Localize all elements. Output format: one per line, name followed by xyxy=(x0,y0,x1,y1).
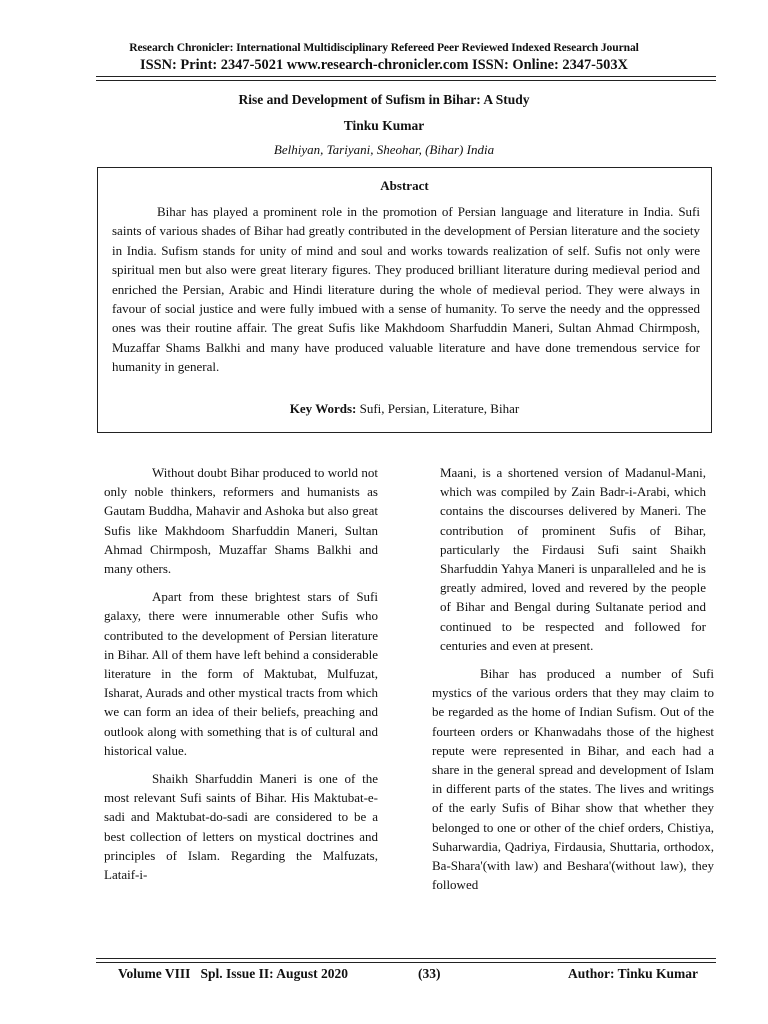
body-paragraph: Bihar has produced a number of Sufi mystics of the various orders that they may claim to be regarded as the home of Indian Sufism. Out of the fourteen orders or Khanwadahs those of the highest repute were represented in Bihar, and each had a share in the general spread and development of Islam in different parts of the states. The lives and writings of the early Sufis of Bihar show that whether they belonged to one or other of the chief orders, Chistiya, Suharwardia, Qadriya, Firdausia, Shuttaria, orthodox, Ba-Shara'(with law) and Beshara'(without law), they followed xyxy=(432,666,714,893)
body-paragraph: Shaikh Sharfuddin Maneri is one of the most relevant Sufi saints of Bihar. His Maktubat-e-sadi and Maktubat-do-sadi are considered to be a best collection of letters on mystical doctrines and principles of Islam. Regarding the Malfuzats, Lataif-i- xyxy=(104,771,378,883)
footer-author: Author: Tinku Kumar xyxy=(567,966,698,981)
body-paragraph: Without doubt Bihar produced to world not only noble thinkers, reformers and humanists as Gautam Buddha, Mahavir and Ashoka but also great Sufis like Makhdoom Sharfuddin Maneri, Sultan Ahmad Chirmposh, Muzaffar Shams Balkhi and many others. xyxy=(104,465,378,577)
keywords-label: Key Words: xyxy=(289,401,357,416)
footer-volume: Volume VIII Spl. Issue II: August 2020 xyxy=(118,966,348,981)
body-paragraph-continued: Maani, is a shortened version of Madanul-Mani, which was compiled by Zain Badr-i-Arabi, which contains the discourses delivered by Maneri. The contribution of prominent Sufis of Bihar, particularly the Firdausi Sufi saint Shaikh Sharfuddin Yahya Maneri is unparalleled and he is greatly admired, loved and revered by the people of Bihar and Bengal during Sultanate period and continued to be respected and followed for centuries and even at present. xyxy=(440,465,706,653)
body-column-left xyxy=(104,463,378,893)
header-divider xyxy=(96,76,716,81)
journal-issn-line: ISSN: Print: 2347-5021 www.research-chronicler.com ISSN: Online: 2347-503X xyxy=(140,57,628,73)
paper-title: Rise and Development of Sufism in Bihar: A Study xyxy=(238,92,530,107)
footer-divider xyxy=(96,958,716,963)
author-name: Tinku Kumar xyxy=(343,118,425,133)
journal-name: Research Chronicler: International Multidisciplinary Refereed Peer Reviewed Indexed Research Journal xyxy=(129,41,639,54)
abstract-heading: Abstract xyxy=(380,178,429,193)
page-footer xyxy=(118,966,698,984)
footer-page-number: (33) xyxy=(418,966,441,981)
abstract-text: Bihar has played a prominent role in the promotion of Persian language and literature in India. Sufi saints of various shades of Bihar had greatly contributed in the development of Persian literature and the society in India. Sufism stands for unity of mind and soul and works towards realization of self. Sufis not only were spiritual men but also were great literary figures. They produced brilliant literature during medieval period and enriched the Persian, Arabic and Hindi literature during the whole of medieval period. They were always in favour of social justice and were fully imbued with a sense of humanity. To serve the needy and the oppressed ones was their routine affair. The great Sufis like Makhdoom Sharfuddin Maneri, Sultan Ahmad Chirmposh, Muzaffar Shams Balkhi and many have produced valuable literature and have done tremendous service for humanity in general. xyxy=(112,204,700,375)
abstract-box xyxy=(97,167,712,433)
author-affiliation: Belhiyan, Tariyani, Sheohar, (Bihar) India xyxy=(273,142,495,157)
keywords-line xyxy=(98,401,711,417)
body-column-right xyxy=(432,463,714,903)
keywords-list: Sufi, Persian, Literature, Bihar xyxy=(359,401,520,416)
body-paragraph: Apart from these brightest stars of Sufi galaxy, there were innumerable other Sufis who contributed to the development of Persian literature in Bihar. All of them have left behind a considerable literature in the form of Maktubat, Mulfuzat, Isharat, Aurads and other mystical tracts from which we can form an idea of their beliefs, preaching and outlook along with something that is of cultural and historical value. xyxy=(104,589,378,758)
